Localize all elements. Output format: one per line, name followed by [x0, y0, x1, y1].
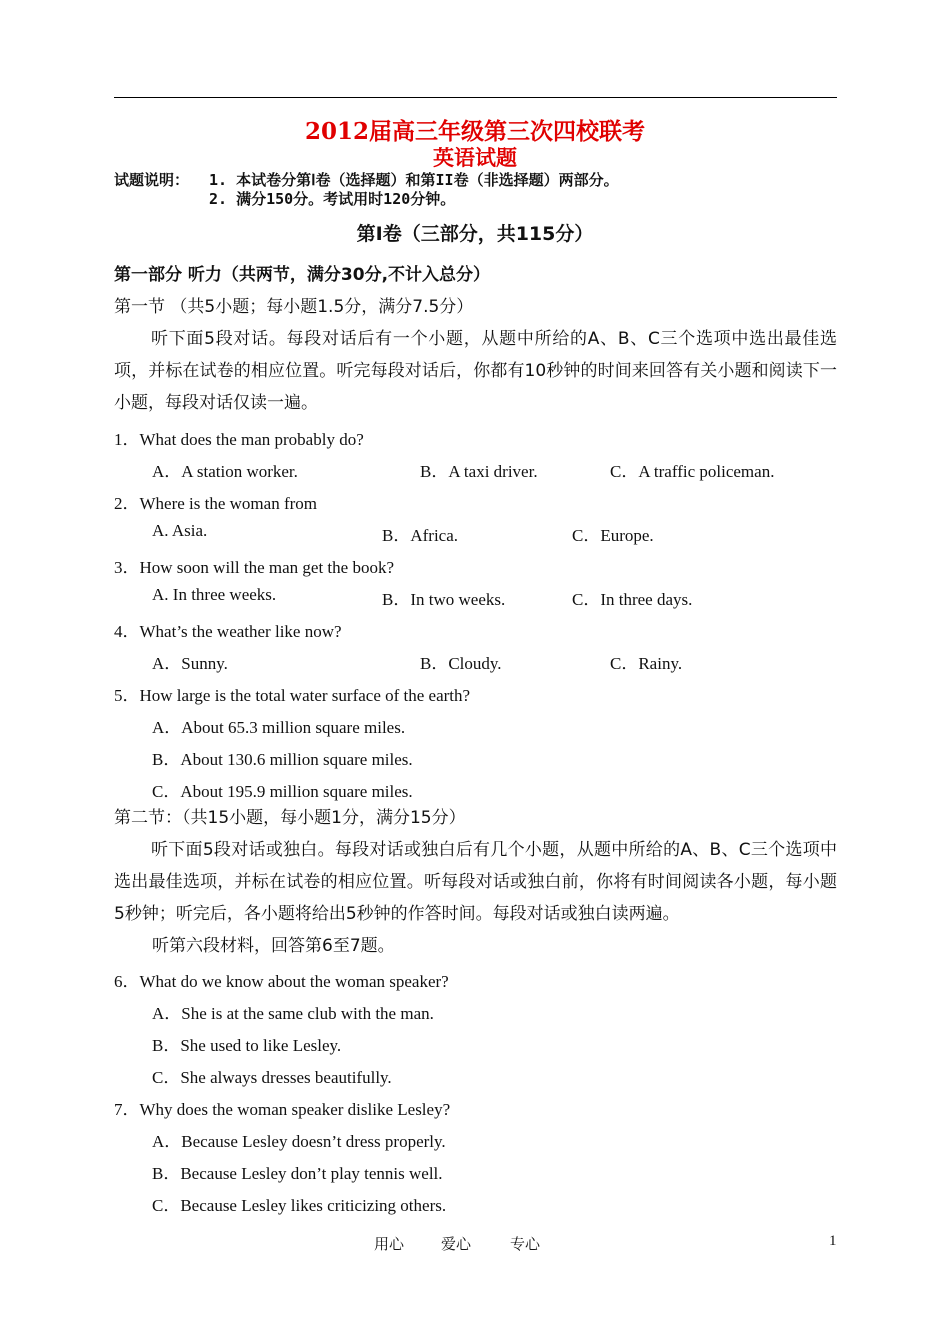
- instruction-1: 1. 本试卷分第Ⅰ卷（选择题）和第II卷（非选择题）两部分。: [209, 171, 619, 189]
- q6-option-b: B．She used to like Lesley.: [152, 1036, 342, 1055]
- q1-option-b: B．A taxi driver.: [420, 462, 538, 481]
- footer-motto-2: 爱心: [441, 1235, 472, 1253]
- question-5: 5．How large is the total water surface of the earth?: [114, 686, 471, 705]
- question-4: 4．What’s the weather like now?: [114, 622, 342, 641]
- q5-option-c: C．About 195.9 million square miles.: [152, 782, 413, 801]
- q6-option-c: C．She always dresses beautifully.: [152, 1068, 392, 1087]
- q6-option-a: A．She is at the same club with the man.: [152, 1004, 434, 1023]
- q2-option-b: B．Africa.: [382, 526, 459, 545]
- subsection-2-heading: 第二节：（共15小题，每小题1分，满分15分）: [114, 808, 466, 828]
- q7-option-b: B．Because Lesley don’t play tennis well.: [152, 1164, 443, 1183]
- question-7: 7．Why does the woman speaker dislike Lesley?: [114, 1100, 451, 1119]
- header-rule: [114, 97, 837, 98]
- part-title: 第Ⅰ卷（三部分，共115分）: [356, 223, 594, 245]
- q2-option-c: C．Europe.: [572, 526, 654, 545]
- question-3: 3．How soon will the man get the book?: [114, 558, 394, 577]
- subsection-1-heading: 第一节 （共5小题；每小题1.5分，满分7.5分）: [114, 297, 474, 317]
- q4-option-a: A．Sunny.: [152, 654, 228, 673]
- q2-option-a: A. Asia.: [152, 521, 208, 540]
- exam-subject: 英语试题: [433, 145, 517, 170]
- q1-option-a: A．A station worker.: [152, 462, 298, 481]
- question-6: 6．What do we know about the woman speaker?: [114, 972, 449, 991]
- exam-title: 2012届高三年级第三次四校联考: [304, 118, 645, 145]
- question-2: 2．Where is the woman from: [114, 494, 317, 513]
- instruction-2: 2. 满分150分。考试用时120分钟。: [209, 190, 456, 208]
- q4-option-b: B．Cloudy.: [420, 654, 502, 673]
- subsection-1-intro: 听下面5段对话。每段对话后有一个小题，从题中所给的A、B、C三个选项中选出最佳选项，并标在试卷的相应位置。听完每段对话后，你都有10秒钟的时间来回答有关小题和阅读下一小题，每段对话仅读一遍。: [114, 329, 837, 413]
- footer-motto-3: 专心: [510, 1235, 541, 1253]
- subsection-2-intro: 听下面5段对话或独白。每段对话或独白后有几个小题，从题中所给的A、B、C三个选项中选出最佳选项，并标在试卷的相应位置。听每段对话或独白前，你将有时间阅读各小题，每小题5秒钟；听完后，各小题将给出5秒钟的作答时间。每段对话或独白读两遍。: [114, 840, 837, 924]
- material-6-instruction: 听第六段材料，回答第6至7题。: [152, 936, 395, 956]
- question-1: 1．What does the man probably do?: [114, 430, 364, 449]
- instructions-label: 试题说明：: [114, 171, 190, 189]
- section-heading: 第一部分 听力（共两节，满分30分,不计入总分）: [114, 265, 491, 285]
- q1-option-c: C．A traffic policeman.: [610, 462, 775, 481]
- q7-option-c: C．Because Lesley likes criticizing others.: [152, 1196, 447, 1215]
- footer-motto-1: 用心: [374, 1235, 405, 1253]
- q7-option-a: A．Because Lesley doesn’t dress properly.: [152, 1132, 446, 1151]
- q3-option-b: B．In two weeks.: [382, 590, 506, 609]
- q4-option-c: C．Rainy.: [610, 654, 683, 673]
- q5-option-a: A．About 65.3 million square miles.: [152, 718, 406, 737]
- q3-option-c: C．In three days.: [572, 590, 693, 609]
- q3-option-a: A. In three weeks.: [152, 585, 277, 604]
- q5-option-b: B．About 130.6 million square miles.: [152, 750, 413, 769]
- page-number: 1: [829, 1233, 837, 1249]
